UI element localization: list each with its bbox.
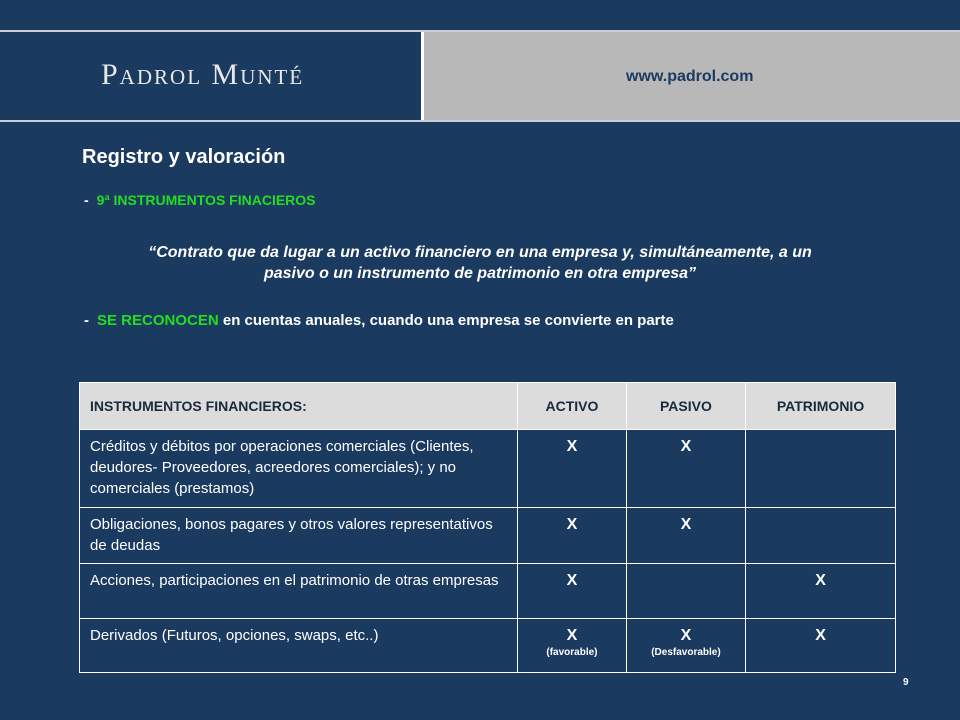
activo-cell [518,508,627,564]
row-label: Acciones, participaciones en el patrimonio de otras empresas [80,564,518,619]
activo-cell [518,430,627,508]
pasivo-note: (Desfavorable) [651,647,721,658]
patrimonio-mark: X [815,572,826,589]
header-pasivo: PASIVO [626,383,745,430]
table-row [80,508,896,564]
pasivo-mark: X [680,516,692,533]
table-row [80,430,896,508]
definition-quote [80,242,880,284]
patrimonio-cell [746,619,896,673]
activo-mark: X [566,516,578,533]
activo-cell [518,619,627,673]
bullet-dash: - [84,312,89,329]
patrimonio-cell [746,564,896,619]
patrimonio-cell [746,508,896,564]
quote-line-2: pasivo o un instrumento de patrimonio en otra empresa” [263,265,697,282]
bullet-instruments [84,192,316,208]
slide-title: Registro y valoración [82,146,286,168]
row-label: Créditos y débitos por operaciones comerciales (Clientes, deudores- Proveedores, acreedores comerciales); y no comerciales (prestamos) [80,430,518,508]
activo-cell [518,564,627,619]
row-label: Obligaciones, bonos pagares y otros valores representativos de deudas [80,508,518,564]
table-row [80,619,896,673]
pasivo-cell [626,564,745,619]
table-row [80,564,896,619]
page-number: 9 [903,677,909,688]
pasivo-cell [626,508,745,564]
header-bottom-line [0,120,960,122]
patrimonio-mark: X [815,627,826,644]
bullet-recognition-text: en cuentas anuales, cuando una empresa se convierte en parte [218,312,674,329]
pasivo-cell [626,619,745,673]
header-activo: ACTIVO [518,383,627,430]
header-patrimonio: PATRIMONIO [746,383,896,430]
pasivo-mark: X [680,438,692,455]
table-header-row [80,383,896,430]
bullet-dash: - [84,192,89,208]
website-url[interactable]: www.padrol.com [626,68,754,85]
brand-logo: Padrol Munté [101,58,305,91]
pasivo-cell [626,430,745,508]
bullet-instruments-text: 9ª INSTRUMENTOS FINACIEROS [96,192,316,208]
bullet-recognition-highlight: SE RECONOCEN [97,312,219,329]
activo-mark: X [566,627,578,644]
activo-mark: X [566,438,578,455]
activo-mark: X [566,572,578,589]
row-label: Derivados (Futuros, opciones, swaps, etc..) [80,619,518,673]
slide-header [0,0,960,123]
bullet-recognition [84,312,674,329]
instruments-table [79,382,896,673]
activo-note: (favorable) [546,647,598,658]
header-divider [421,32,424,120]
pasivo-mark: X [680,627,692,644]
quote-line-1: “Contrato que da lugar a un activo financiero en una empresa y, simultáneamente, a un [148,244,812,261]
patrimonio-cell [746,430,896,508]
header-instrumentos: INSTRUMENTOS FINANCIEROS: [80,383,518,430]
